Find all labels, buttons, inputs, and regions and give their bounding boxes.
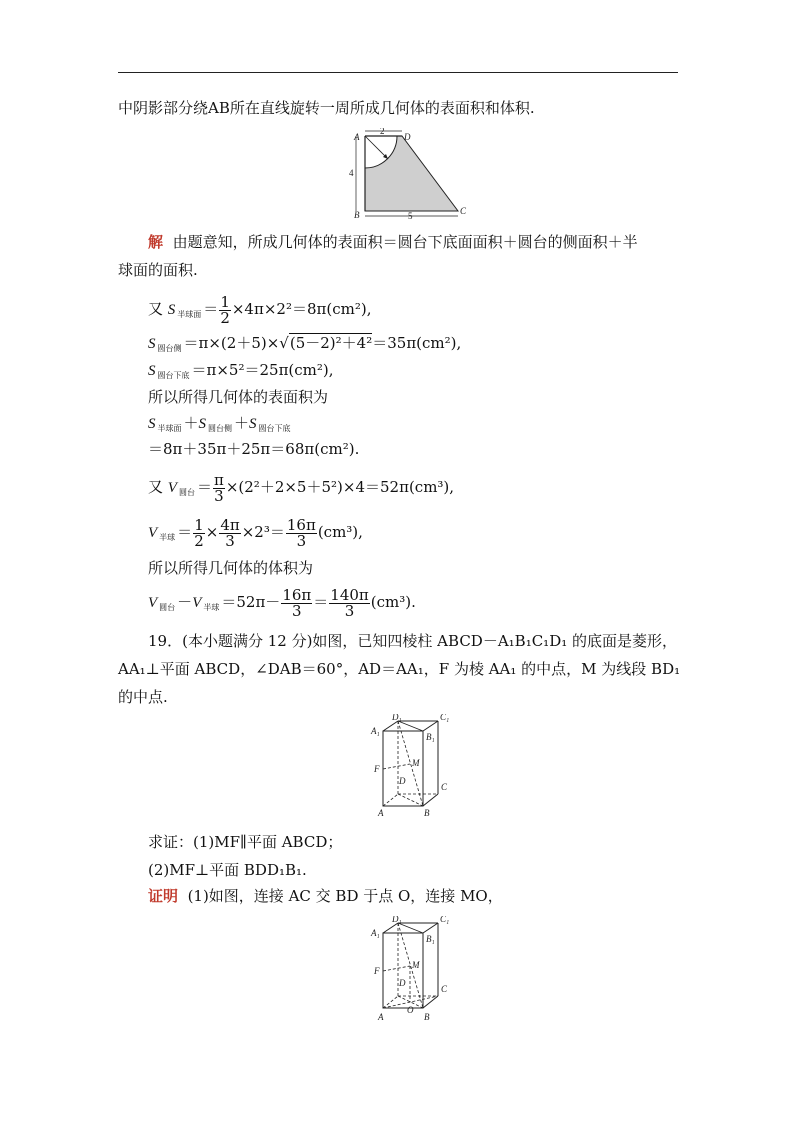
eq-frustum-bottom: S $_{圆台下底}$ ＝π×5²＝25π(cm²), [148,361,334,380]
fig1-dim-bottom: 5 [408,211,413,220]
fig1-label-a: A [354,132,360,142]
problem19-line-3: 的中点. [118,688,168,706]
volume-intro: 所以所得几何体的体积为 [148,559,314,577]
fig1-dim-left: 4 [349,168,354,178]
fig3-label-a1: A₁ [371,928,380,938]
fig1-dim-top: 2 [380,128,385,136]
fig2-label-d: D [399,776,406,786]
fig2-label-f: F [374,764,380,774]
figure-trapezoid [348,128,478,220]
prove-1: 求证：(1)MF∥平面 ABCD； [148,833,343,851]
solution-line-1: 解 由题意知，所成几何体的表面积＝圆台下底面面积＋圆台的侧面积＋半 [148,233,638,251]
fig2-label-d1: D₁ [392,714,402,722]
fig3-label-a: A [378,1012,384,1022]
figure-prism-2 [366,916,458,1024]
surface-total: ＝8π＋35π＋25π＝68π(cm²). [148,440,360,458]
problem19-line-1: 19．(本小题满分 12 分)如图，已知四棱柱 ABCD－A₁B₁C₁D₁ 的底面是菱形， [148,632,678,650]
eq-frustum-side: S $_{圆台侧}$ ＝π×(2＋5)×√(5－2)²＋4²＝35π(cm²), [148,334,462,353]
eq-hemisphere-area: 又 S $_{半球面}$ ＝ $\frac{1}{2}$ ×4π×2²＝8π(cm²), [148,292,372,327]
prove-2: (2)MF⊥平面 BDD₁B₁. [148,861,307,879]
figure-prism-1 [366,714,458,820]
fig3-label-d: D [399,978,406,988]
fig3-label-c1: C₁ [440,916,450,924]
intro-line: 中阴影部分绕AB所在直线旋转一周所成几何体的表面积和体积. [118,99,535,117]
fig3-label-b1: B₁ [426,934,435,944]
eq-half-ball-volume: V $_{半球}$ ＝ $\frac{1}{2}$ × $\frac{4\pi}{3}$ ×2³＝ $\frac{16\pi}{3}$ (cm³), [148,515,363,550]
solution-label: 解 [148,233,164,251]
fig3-label-d1: D₁ [392,916,402,924]
fig3-label-f: F [374,966,380,976]
fig1-label-d: D [404,132,411,142]
eq-volume-total: V $_{圆台}$ －V $_{半球}$ ＝52π－ $\frac{16\pi}{3}$ ＝ $\frac{140\pi}{3}$ (cm³). [148,585,416,620]
fig2-label-c: C [441,782,448,792]
fig2-label-m: M [412,758,420,768]
surface-sum: S $_{半球面}$ ＋S $_{圆台侧}$ ＋S $_{圆台下底}$ [148,414,291,433]
fig3-label-c: C [441,984,448,994]
fig2-label-a1: A₁ [371,726,380,736]
fig3-label-b: B [424,1012,430,1022]
header-rule [118,72,678,73]
fig3-label-o: O [407,1005,414,1015]
fig3-label-m: M [412,960,420,970]
fig2-label-a: A [378,808,384,818]
fig1-label-b: B [354,210,360,220]
problem19-line-2: AA₁⊥平面 ABCD，∠DAB＝60°，AD＝AA₁，F 为棱 AA₁ 的中点，M 为线段 BD₁ [118,660,681,678]
fig2-label-b: B [424,808,430,818]
fig2-label-b1: B₁ [426,732,435,742]
fig2-label-c1: C₁ [440,714,450,722]
eq-frustum-volume: 又 V $_{圆台}$ ＝ $\frac{\pi}{3}$ ×(2²＋2×5＋5²)×4＝52π(cm³), [148,470,455,505]
surface-intro: 所以所得几何体的表面积为 [148,388,329,406]
proof-line: 证明 (1)如图，连接 AC 交 BD 于点 O，连接 MO， [148,887,503,905]
fig1-label-c: C [460,206,467,216]
solution-line-2: 球面的面积. [118,261,198,279]
proof-label: 证明 [148,887,179,905]
